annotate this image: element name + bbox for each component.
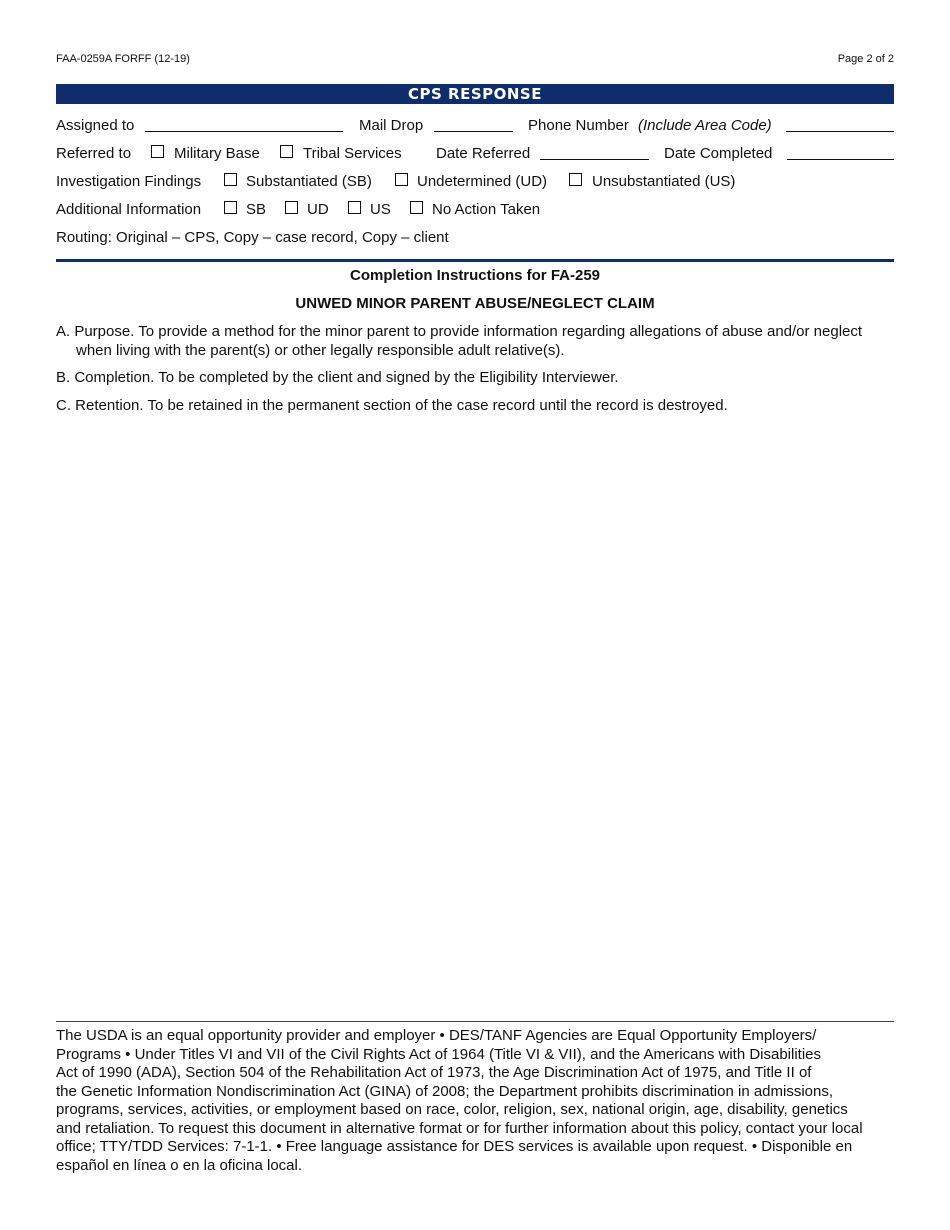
section-divider [56,259,894,262]
instructions-subtitle: UNWED MINOR PARENT ABUSE/NEGLECT CLAIM [295,295,655,312]
assigned-to-label: Assigned to [56,117,135,134]
footer-line: español en línea o en la oficina local. [56,1156,303,1174]
footer-line: programs, services, activities, or employment based on race, color, religion, sex, national origin, age, disability, genetics [56,1101,848,1118]
mail-drop-label: Mail Drop [359,117,424,134]
assignment-row [56,115,894,137]
substantiated-checkbox[interactable] [224,173,237,186]
no-action-checkbox[interactable] [410,201,423,214]
footer-notice [56,1027,896,1175]
ud-checkbox[interactable] [285,201,298,214]
footer-line: Programs • Under Titles VI and VII of the Civil Rights Act of 1964 (Title VI & VII), and the Americans with Disabilities [56,1045,822,1063]
mail-drop-field[interactable] [434,131,513,132]
referred-to-label: Referred to [56,145,132,162]
undetermined-checkbox[interactable] [395,173,408,186]
instruction-a-line1: A. Purpose. To provide a method for the minor parent to provide information regarding allegations of abuse and/or neglect [56,323,863,340]
instruction-a [56,323,896,360]
sb-label: SB [246,201,267,218]
assigned-to-field[interactable] [145,131,343,132]
additional-information-label: Additional Information [56,201,202,218]
instruction-a-line2: when living with the parent(s) or other legally responsible adult relative(s). [76,341,565,359]
us-label: US [370,201,391,218]
date-completed-label: Date Completed [664,145,773,162]
instructions-title: Completion Instructions for FA-259 [349,267,601,284]
ud-label: UD [307,201,329,218]
military-base-label: Military Base [174,145,260,162]
additional-info-row [56,199,894,221]
referral-row [56,143,894,165]
footer-line: Act of 1990 (ADA), Section 504 of the Rehabilitation Act of 1973, the Age Discrimination Act of 1975, and Title II of [56,1064,812,1081]
findings-row [56,171,894,193]
sb-checkbox[interactable] [224,201,237,214]
footer-line: office; TTY/TDD Services: 7-1-1. • Free language assistance for DES services is available upon request. • Disponible en [56,1138,853,1155]
tribal-services-checkbox[interactable] [280,145,293,158]
routing-row [56,227,894,249]
footer-line: the Genetic Information Nondiscrimination Act (GINA) of 2008; the Department prohibits discrimination in admissions, [56,1082,834,1100]
investigation-findings-label: Investigation Findings [56,173,202,190]
us-checkbox[interactable] [348,201,361,214]
section-banner: CPS RESPONSE [56,84,894,104]
instruction-b: B. Completion. To be completed by the client and signed by the Eligibility Interviewer. [56,369,619,386]
unsubstantiated-checkbox[interactable] [569,173,582,186]
footer-divider [56,1021,894,1022]
substantiated-label: Substantiated (SB) [246,173,372,190]
date-referred-label: Date Referred [436,145,531,162]
phone-number-field[interactable] [786,131,894,132]
undetermined-label: Undetermined (UD) [417,173,548,190]
footer-line: The USDA is an equal opportunity provider and employer • DES/TANF Agencies are Equal Opportunity Employers/ [56,1027,817,1044]
date-referred-field[interactable] [540,159,649,160]
page-number: Page 2 of 2 [837,53,894,65]
date-completed-field[interactable] [787,159,894,160]
phone-number-label: Phone Number [528,117,629,134]
unsubstantiated-label: Unsubstantiated (US) [592,173,736,190]
phone-number-note: (Include Area Code) [638,117,772,134]
tribal-services-label: Tribal Services [303,145,402,162]
footer-line: and retaliation. To request this document in alternative format or for further information about this policy, contact your local [56,1119,863,1137]
military-base-checkbox[interactable] [151,145,164,158]
routing-text: Routing: Original – CPS, Copy – case record, Copy – client [56,229,449,246]
instruction-c: C. Retention. To be retained in the permanent section of the case record until the record is destroyed. [56,397,728,414]
no-action-label: No Action Taken [432,201,541,218]
form-id: FAA-0259A FORFF (12-19) [56,53,190,65]
